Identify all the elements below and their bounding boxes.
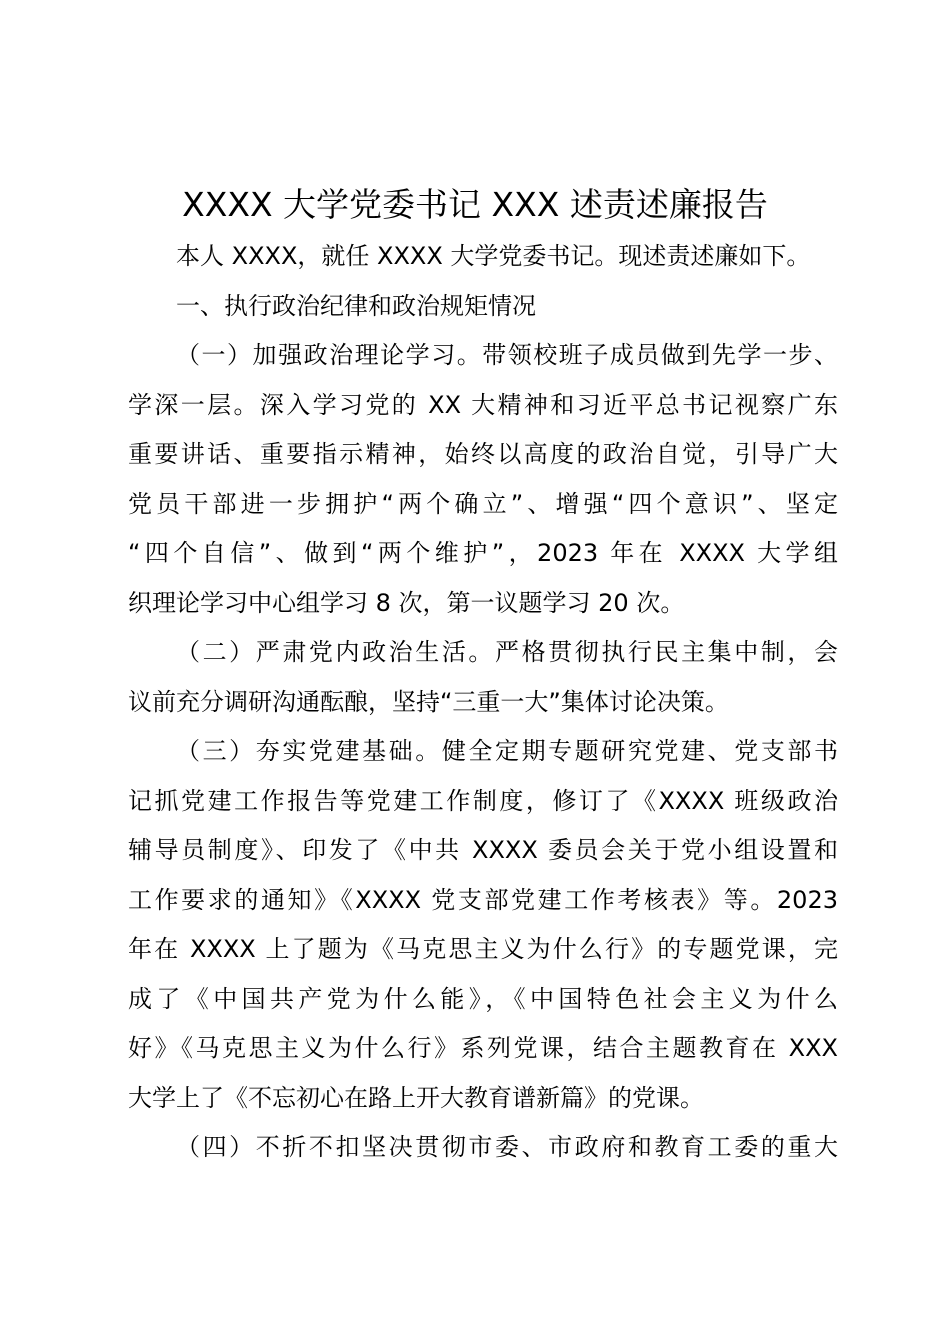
paragraph-line: 大学上了《不忘初心在路上开大教育谱新篇》的党课。: [128, 1083, 704, 1112]
paragraph-line: 议前充分调研沟通酝酿，坚持“三重一大”集体讨论决策。: [128, 687, 729, 716]
paragraph-line: 辅导员制度》、印发了《中共 XXXX 委员会关于党小组设置和: [128, 836, 838, 864]
paragraph-line: 年在 XXXX 上了题为《马克思主义为什么行》的专题党课，完: [128, 935, 838, 963]
paragraph-line: （一）加强政治理论学习。带领校班子成员做到先学一步、: [176, 341, 838, 369]
document-title: XXXX 大学党委书记 XXX 述责述廉报告: [182, 185, 768, 224]
paragraph-line: 好》《马克思主义为什么行》系列党课，结合主题教育在 XXX: [128, 1034, 838, 1062]
paragraph-line: 记抓党建工作报告等党建工作制度，修订了《XXXX 班级政治: [128, 786, 838, 815]
paragraph-line: 党员干部进一步拥护“两个确立”、增强“四个意识”、坚定: [128, 489, 838, 518]
paragraph-line: 成了《中国共产党为什么能》，《中国特色社会主义为什么: [128, 984, 838, 1013]
section-heading: 一、执行政治纪律和政治规矩情况: [176, 291, 536, 320]
paragraph-line: 工作要求的通知》《XXXX 党支部党建工作考核表》等。2023: [128, 885, 838, 914]
paragraph-line: 织理论学习中心组学习 8 次，第一议题学习 20 次。: [128, 588, 685, 617]
document-body: [128, 232, 838, 1173]
paragraph-line: （三）夯实党建基础。健全定期专题研究党建、党支部书: [176, 737, 838, 765]
paragraph-line: （二）严肃党内政治生活。严格贯彻执行民主集中制，会: [176, 638, 838, 666]
paragraph-line: “四个自信”、做到“两个维护”，2023 年在 XXXX 大学组: [128, 539, 838, 567]
paragraph-line: （四）不折不扣坚决贯彻市委、市政府和教育工委的重大: [176, 1133, 838, 1161]
paragraph-line: 本人 XXXX，就任 XXXX 大学党委书记。现述责述廉如下。: [176, 242, 811, 270]
paragraph-line: 重要讲话、重要指示精神，始终以高度的政治自觉，引导广大: [128, 440, 838, 468]
paragraph-line: 学深一层。深入学习党的 XX 大精神和习近平总书记视察广东: [128, 390, 838, 419]
